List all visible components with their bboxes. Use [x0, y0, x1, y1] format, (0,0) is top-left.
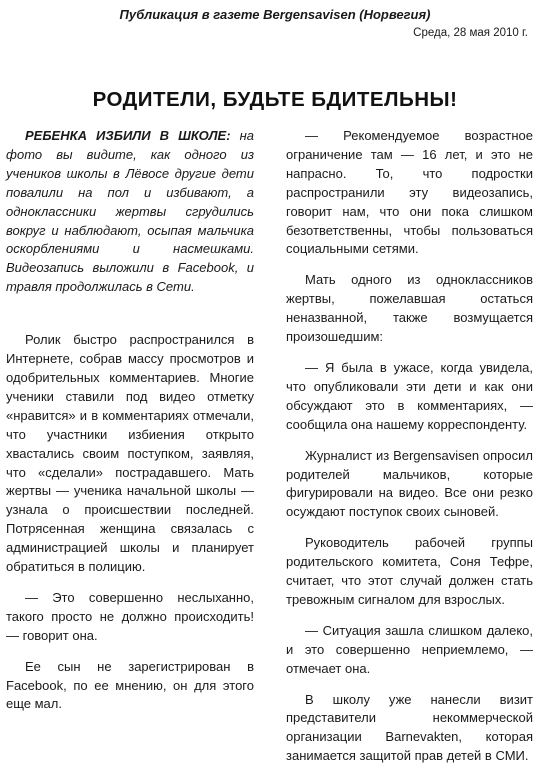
paragraph: — Ситуация зашла слишком далеко, и это совершенно неприемлемо, — отмечает она. [286, 622, 533, 676]
paragraph: — Это совершенно неслыханно, такого просто не должно происходить! — говорит она. [6, 589, 254, 643]
article-lead [6, 127, 254, 297]
lead-text: на фото вы видите, как одного из учеников школы в Лёвосе другие дети повалили на пол и избивают, а одноклассники жертвы сгрудились вокруг и наблюдают, осыпая мальчика оскорблениями и насмешками. Видеозапись выложили в Facebook, и травля продолжилась в Сети. [6, 128, 254, 295]
paragraph: — Рекомендуемое возрастное ограничение там — 16 лет, и это не напрасно. То, что подростки распространили эту видеозапись, говорит нам, что они пока слишком безответственны, чтобы пользоваться социальными сетями. [286, 128, 533, 257]
lead-kicker: РЕБЕНКА ИЗБИЛИ В ШКОЛЕ: [25, 128, 231, 143]
paragraph: — Я была в ужасе, когда увидела, что опубликовали эти дети и как они обсуждают это в комментариях, — сообщила она нашему корреспонденту. [286, 359, 533, 432]
article-column-left [6, 127, 254, 726]
publication-date: Среда, 28 мая 2010 г. [413, 27, 528, 39]
paragraph: Мать одного из одноклассников жертвы, пожелавшая остаться неназванной, также возмущается произошедшим: [286, 272, 533, 345]
paragraph: В школу уже нанесли визит представители некоммерческой организации Barnevakten, которая занимается защитой прав детей в СМИ. [286, 691, 533, 764]
paragraph: Ролик быстро распространился в Интернете, собрав массу просмотров и одобрительных комментариев. Многие ученики ставили под видео отметку «нравится» и в комментариях отмечали, что участники избиения открыто хвастались своим поступком, заявляя, что «сделали» пострадавшего. Мать жертвы — ученика начальной школы — узнала о происшествии последней. Потрясенная женщина связалась с администрацией школы и планирует обратиться в полицию. [6, 332, 254, 575]
paragraph: Журналист из Bergensavisen опросил родителей мальчиков, которые фигурировали на видео. Все они резко осуждают поступок своих сыновей. [286, 447, 533, 520]
article-title: РОДИТЕЛИ, БУДЬТЕ БДИТЕЛЬНЫ! [92, 88, 458, 111]
publication-header: Публикация в газете Bergensavisen (Норвегия) [119, 7, 431, 22]
paragraph: Руководитель рабочей группы родительского комитета, Соня Тефре, считает, что этот случай должен стать тревожным сигналом для взрослых. [286, 535, 533, 607]
article-column-right [286, 127, 533, 778]
paragraph: Ее сын не зарегистрирован в Facebook, по ее мнению, он для этого еще мал. [6, 658, 254, 712]
